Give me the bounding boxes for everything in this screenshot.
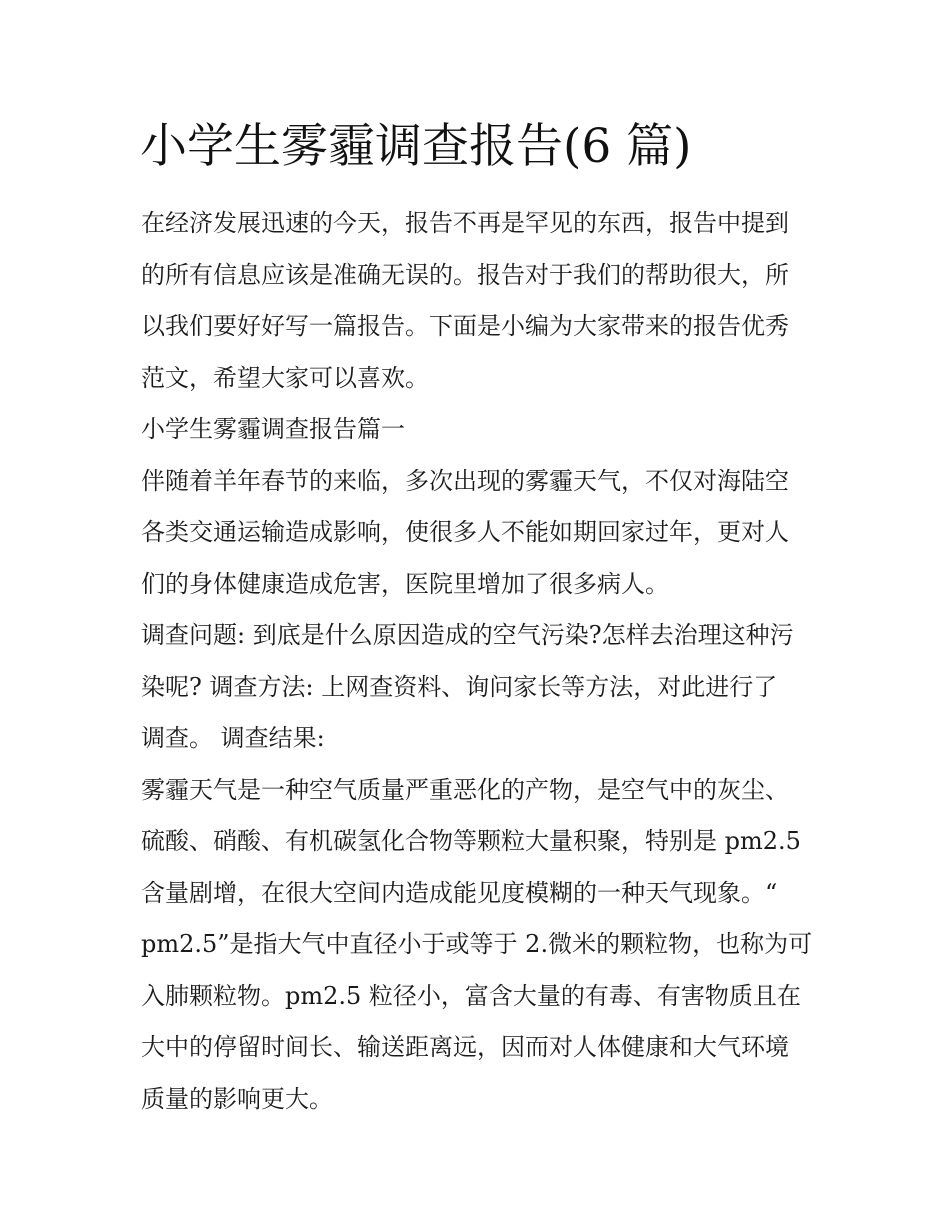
text-line: 含量剧增，在很大空间内造成能见度模糊的一种天气现象。“ — [141, 878, 778, 907]
text-line: 雾霾天气是一种空气质量严重恶化的产物，是空气中的灰尘、 — [141, 775, 789, 804]
document-body — [141, 198, 816, 1125]
text-line: 大中的停留时间长、输送距离远，因而对人体健康和大气环境 — [141, 1033, 789, 1061]
text-line: 伴随着羊年春节的来临，多次出现的雾霾天气，不仅对海陆空 — [141, 466, 789, 495]
text-line: 染呢? 调查方法: 上网查资料、询问家长等方法，对此进行了 — [141, 672, 778, 701]
section-heading: 小学生雾霾调查报告篇一 — [141, 415, 405, 443]
text-line: 们的身体健康造成危害，医院里增加了很多病人。 — [141, 569, 669, 598]
text-line: 范文，希望大家可以喜欢。 — [141, 363, 429, 392]
text-line: 硫酸、硝酸、有机碳氢化合物等颗粒大量积聚，特别是 pm2.5 — [141, 827, 801, 855]
text-line: 各类交通运输造成影响，使很多人不能如期回家过年，更对人 — [141, 518, 789, 546]
text-line: 以我们要好好写一篇报告。下面是小编为大家带来的报告优秀 — [141, 312, 789, 340]
text-line: pm2.5”是指大气中直径小于或等于 2.微米的颗粒物，也称为可 — [141, 930, 813, 958]
page-title: 小学生雾霾调查报告(6 篇) — [140, 119, 692, 174]
text-line: 的所有信息应该是准确无误的。报告对于我们的帮助很大，所 — [141, 260, 789, 289]
text-line: 质量的影响更大。 — [141, 1084, 333, 1113]
text-line: 入肺颗粒物。pm2.5 粒径小，富含大量的有毒、有害物质且在 — [141, 981, 801, 1010]
text-line: 调查问题: 到底是什么原因造成的空气污染?怎样去治理这种污 — [141, 621, 794, 649]
text-line: 在经济发展迅速的今天，报告不再是罕见的东西，报告中提到 — [141, 209, 789, 237]
text-line: 调查。 调查结果: — [141, 724, 325, 752]
